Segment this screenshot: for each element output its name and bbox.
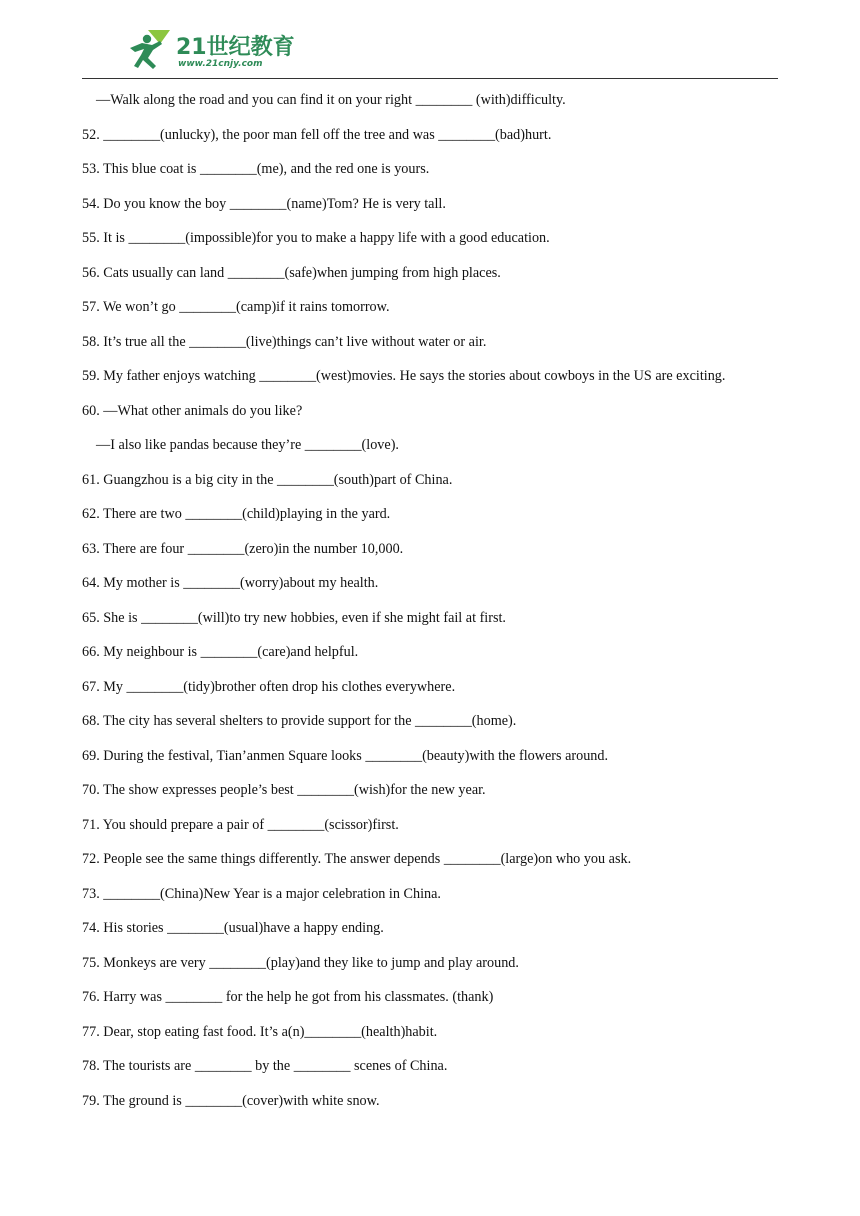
exercise-line-66: 66. My neighbour is ________(care)and helpful. (82, 644, 359, 660)
exercise-line-71: 71. You should prepare a pair of ________(scissor)first. (82, 816, 399, 833)
exercise-list (82, 88, 782, 1123)
exercise-line-55: 55. It is ________(impossible)for you to make a happy life with a good education. (82, 230, 550, 246)
exercise-line-79: 79. The ground is ________(cover)with white snow. (82, 1092, 380, 1109)
running-figure-icon (126, 28, 176, 74)
exercise-line-53: 53. This blue coat is ________(me), and the red one is yours. (82, 161, 430, 177)
exercise-line-52: 52. ________(unlucky), the poor man fell off the tree and was ________(bad)hurt. (82, 126, 552, 143)
logo-title: 21世纪教育 (176, 35, 295, 60)
exercise-line-77: 77. Dear, stop eating fast food. It’s a(n)________(health)habit. (82, 1023, 438, 1040)
exercise-line-75: 75. Monkeys are very ________(play)and they like to jump and play around. (82, 954, 519, 971)
exercise-line-78: 78. The tourists are ________ by the ________ scenes of China. (82, 1058, 448, 1074)
exercise-line-67: 67. My ________(tidy)brother often drop his clothes everywhere. (82, 678, 456, 695)
logo-url: www.21cnjy.com (178, 59, 263, 69)
exercise-line-68: 68. The city has several shelters to provide support for the ________(home). (82, 713, 517, 729)
exercise-line-60-answer: —I also like pandas because they’re ________(love). (96, 437, 399, 453)
exercise-line-58: 58. It’s true all the ________(live)things can’t live without water or air. (82, 333, 487, 350)
exercise-line-73: 73. ________(China)New Year is a major celebration in China. (82, 885, 441, 902)
exercise-line-60: 60. —What other animals do you like? (82, 402, 303, 419)
exercise-line-61: 61. Guangzhou is a big city in the ________(south)part of China. (82, 471, 453, 488)
exercise-line-56: 56. Cats usually can land ________(safe)when jumping from high places. (82, 264, 501, 281)
exercise-line-70: 70. The show expresses people’s best ________(wish)for the new year. (82, 782, 486, 798)
exercise-line-54: 54. Do you know the boy ________(name)Tom? He is very tall. (82, 195, 446, 212)
exercise-line-76: 76. Harry was ________ for the help he got from his classmates. (thank) (82, 989, 494, 1005)
site-logo (126, 28, 296, 74)
exercise-line-74: 74. His stories ________(usual)have a happy ending. (82, 920, 384, 936)
header-divider (82, 78, 778, 79)
exercise-line-65: 65. She is ________(will)to try new hobbies, even if she might fail at first. (82, 609, 506, 626)
exercise-line-57: 57. We won’t go ________(camp)if it rains tomorrow. (82, 299, 390, 315)
exercise-line-64: 64. My mother is ________(worry)about my health. (82, 575, 379, 591)
exercise-line-continuation: —Walk along the road and you can find it on your right ________ (with)difficulty. (96, 92, 566, 108)
exercise-line-63: 63. There are four ________(zero)in the number 10,000. (82, 540, 404, 557)
exercise-line-69: 69. During the festival, Tian’anmen Square looks ________(beauty)with the flowers around. (82, 747, 609, 764)
exercise-line-62: 62. There are two ________(child)playing in the yard. (82, 506, 391, 522)
exercise-line-59: 59. My father enjoys watching ________(west)movies. He says the stories about cowboys in the US are exciting. (82, 368, 726, 384)
exercise-line-72: 72. People see the same things differently. The answer depends ________(large)on who you ask. (82, 851, 632, 867)
